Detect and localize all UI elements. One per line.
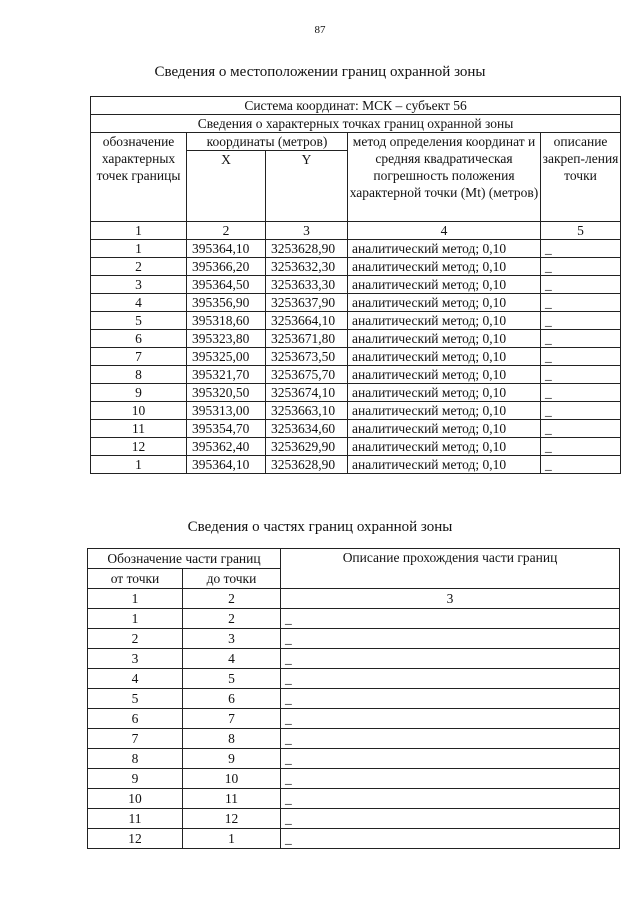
coord-y: 3253628,90 <box>266 456 348 474</box>
table-row <box>91 366 621 384</box>
part-desc: _ <box>281 669 620 689</box>
from-point: 7 <box>88 729 183 749</box>
part-desc: _ <box>281 649 620 669</box>
point-desc: _ <box>541 330 621 348</box>
from-point: 5 <box>88 689 183 709</box>
from-point: 3 <box>88 649 183 669</box>
point-desc: _ <box>541 456 621 474</box>
point-number: 6 <box>91 330 187 348</box>
from-point: 8 <box>88 749 183 769</box>
coord-x: 395366,20 <box>187 258 266 276</box>
point-desc: _ <box>541 348 621 366</box>
part-desc: _ <box>281 629 620 649</box>
method: аналитический метод; 0,10 <box>348 402 541 420</box>
to-point: 1 <box>183 829 281 849</box>
table-row <box>91 294 621 312</box>
coord-x: 395356,90 <box>187 294 266 312</box>
point-number: 4 <box>91 294 187 312</box>
header-point: обозначение характерных точек границы <box>91 133 187 222</box>
part-desc: _ <box>281 749 620 769</box>
col-number: 1 <box>88 589 183 609</box>
coord-y: 3253673,50 <box>266 348 348 366</box>
from-point: 6 <box>88 709 183 729</box>
boundary-parts-table <box>87 548 620 849</box>
coord-x: 395323,80 <box>187 330 266 348</box>
coord-y: 3253634,60 <box>266 420 348 438</box>
part-desc: _ <box>281 769 620 789</box>
table-row <box>91 312 621 330</box>
header-part: Обозначение части границ <box>88 549 281 569</box>
coord-x: 395318,60 <box>187 312 266 330</box>
part-desc: _ <box>281 829 620 849</box>
header-part-desc: Описание прохождения части границ <box>281 549 620 589</box>
part-desc: _ <box>281 729 620 749</box>
point-desc: _ <box>541 312 621 330</box>
point-number: 9 <box>91 384 187 402</box>
table-row <box>91 258 621 276</box>
part-desc: _ <box>281 789 620 809</box>
table-row <box>91 348 621 366</box>
table-row <box>91 330 621 348</box>
header-x: X <box>187 151 266 222</box>
part-desc: _ <box>281 709 620 729</box>
method: аналитический метод; 0,10 <box>348 384 541 402</box>
point-number: 3 <box>91 276 187 294</box>
from-point: 12 <box>88 829 183 849</box>
table-row <box>91 276 621 294</box>
table-row <box>88 769 620 789</box>
method: аналитический метод; 0,10 <box>348 330 541 348</box>
table-row <box>88 669 620 689</box>
method: аналитический метод; 0,10 <box>348 294 541 312</box>
part-desc: _ <box>281 689 620 709</box>
to-point: 2 <box>183 609 281 629</box>
col-number: 3 <box>266 222 348 240</box>
coord-y: 3253628,90 <box>266 240 348 258</box>
table-row <box>88 809 620 829</box>
point-number: 1 <box>91 456 187 474</box>
table-row <box>88 629 620 649</box>
col-number: 4 <box>348 222 541 240</box>
to-point: 9 <box>183 749 281 769</box>
table-row <box>88 749 620 769</box>
from-point: 9 <box>88 769 183 789</box>
from-point: 11 <box>88 809 183 829</box>
point-number: 11 <box>91 420 187 438</box>
header-from: от точки <box>88 569 183 589</box>
coordinates-table <box>90 96 621 474</box>
coord-x: 395313,00 <box>187 402 266 420</box>
coord-x: 395364,10 <box>187 456 266 474</box>
method: аналитический метод; 0,10 <box>348 240 541 258</box>
table-row <box>88 789 620 809</box>
point-number: 7 <box>91 348 187 366</box>
part-desc: _ <box>281 809 620 829</box>
section2-title: Сведения о частях границ охранной зоны <box>187 519 453 535</box>
coord-x: 395320,50 <box>187 384 266 402</box>
coordinate-system: Система координат: МСК – субъект 56 <box>91 97 621 115</box>
col-number: 3 <box>281 589 620 609</box>
method: аналитический метод; 0,10 <box>348 438 541 456</box>
header-desc: описание закреп-ления точки <box>541 133 621 222</box>
col-number: 1 <box>91 222 187 240</box>
to-point: 12 <box>183 809 281 829</box>
to-point: 11 <box>183 789 281 809</box>
col-number: 2 <box>187 222 266 240</box>
to-point: 5 <box>183 669 281 689</box>
header-to: до точки <box>183 569 281 589</box>
point-number: 10 <box>91 402 187 420</box>
table-row <box>91 384 621 402</box>
table-row <box>88 729 620 749</box>
coord-y: 3253664,10 <box>266 312 348 330</box>
method: аналитический метод; 0,10 <box>348 420 541 438</box>
method: аналитический метод; 0,10 <box>348 366 541 384</box>
point-desc: _ <box>541 294 621 312</box>
table-row <box>88 689 620 709</box>
table-row <box>91 456 621 474</box>
col-number: 2 <box>183 589 281 609</box>
point-desc: _ <box>541 276 621 294</box>
table-row <box>88 609 620 629</box>
method: аналитический метод; 0,10 <box>348 312 541 330</box>
method: аналитический метод; 0,10 <box>348 456 541 474</box>
from-point: 4 <box>88 669 183 689</box>
to-point: 4 <box>183 649 281 669</box>
coord-y: 3253671,80 <box>266 330 348 348</box>
coord-x: 395364,10 <box>187 240 266 258</box>
table-row <box>88 709 620 729</box>
col-number: 5 <box>541 222 621 240</box>
header-y: Y <box>266 151 348 222</box>
header-coords: координаты (метров) <box>187 133 348 151</box>
point-desc: _ <box>541 240 621 258</box>
coord-x: 395354,70 <box>187 420 266 438</box>
point-number: 2 <box>91 258 187 276</box>
point-number: 12 <box>91 438 187 456</box>
coord-y: 3253663,10 <box>266 402 348 420</box>
to-point: 7 <box>183 709 281 729</box>
point-number: 8 <box>91 366 187 384</box>
coord-x: 395325,00 <box>187 348 266 366</box>
coord-y: 3253674,10 <box>266 384 348 402</box>
coord-y: 3253632,30 <box>266 258 348 276</box>
section1-subtitle: Сведения о характерных точках границ охранной зоны <box>91 115 621 133</box>
page-number: 87 <box>314 24 326 36</box>
table-row <box>88 649 620 669</box>
point-desc: _ <box>541 384 621 402</box>
method: аналитический метод; 0,10 <box>348 348 541 366</box>
section1-title: Сведения о местоположении границ охранной зоны <box>154 64 486 80</box>
coord-x: 395364,50 <box>187 276 266 294</box>
part-desc: _ <box>281 609 620 629</box>
method: аналитический метод; 0,10 <box>348 276 541 294</box>
to-point: 6 <box>183 689 281 709</box>
point-desc: _ <box>541 366 621 384</box>
coord-y: 3253675,70 <box>266 366 348 384</box>
from-point: 1 <box>88 609 183 629</box>
coord-y: 3253629,90 <box>266 438 348 456</box>
point-number: 5 <box>91 312 187 330</box>
from-point: 2 <box>88 629 183 649</box>
table-row <box>91 240 621 258</box>
coord-x: 395321,70 <box>187 366 266 384</box>
to-point: 10 <box>183 769 281 789</box>
table-row <box>88 829 620 849</box>
point-number: 1 <box>91 240 187 258</box>
coord-y: 3253633,30 <box>266 276 348 294</box>
point-desc: _ <box>541 258 621 276</box>
coord-x: 395362,40 <box>187 438 266 456</box>
from-point: 10 <box>88 789 183 809</box>
point-desc: _ <box>541 420 621 438</box>
to-point: 3 <box>183 629 281 649</box>
table-row <box>91 438 621 456</box>
table-row <box>91 402 621 420</box>
to-point: 8 <box>183 729 281 749</box>
point-desc: _ <box>541 402 621 420</box>
table-row <box>91 420 621 438</box>
coord-y: 3253637,90 <box>266 294 348 312</box>
method: аналитический метод; 0,10 <box>348 258 541 276</box>
point-desc: _ <box>541 438 621 456</box>
header-method: метод определения координат и средняя квадратическая погрешность положения характерной точки (Mt) (метров) <box>348 133 541 222</box>
